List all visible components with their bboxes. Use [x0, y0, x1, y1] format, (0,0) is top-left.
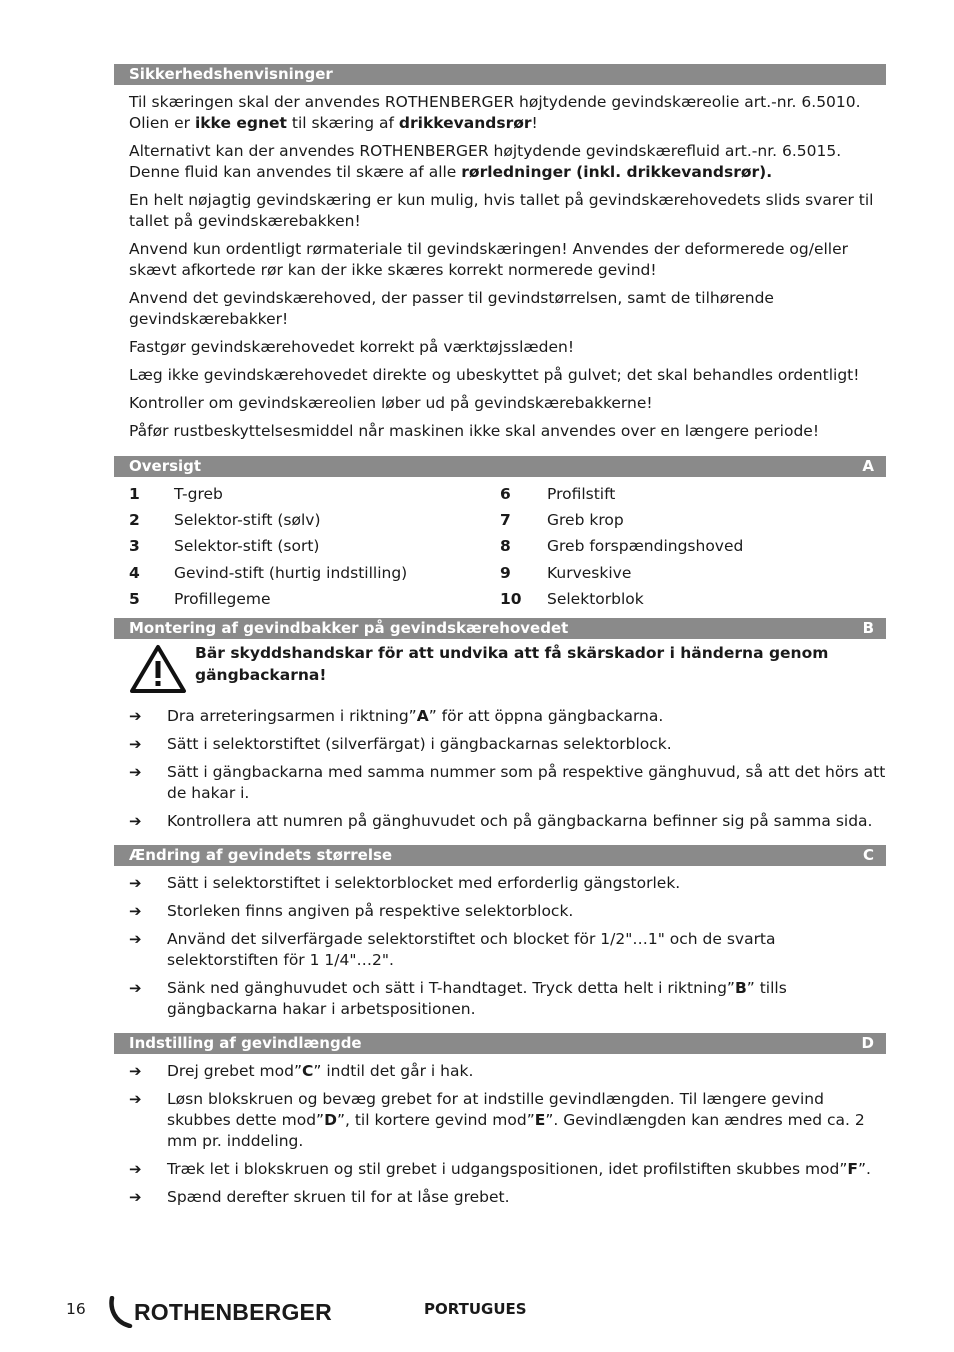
section-letter: D	[861, 1034, 874, 1053]
section-title: Montering af gevindbakker på gevindskærehovedet	[129, 619, 569, 638]
section-header-size	[114, 845, 886, 866]
brand-wordmark: ROTHENBERGER	[134, 1298, 332, 1325]
arrow-right-icon: ➔	[129, 1188, 142, 1207]
arrow-right-icon: ➔	[129, 979, 142, 998]
arrow-right-icon: ➔	[129, 930, 142, 949]
paragraph: Fastgør gevindskærehovedet korrekt på værktøjsslæden!	[129, 338, 575, 356]
section-title: Oversigt	[129, 457, 202, 475]
list-item: ➔ Drej grebet mod”C” indtil det går i hak.	[129, 1062, 474, 1081]
part-label: Selektorblok	[547, 589, 644, 608]
part-label: Selektor-stift (sort)	[174, 537, 320, 556]
part-label: T-greb	[174, 485, 223, 503]
section-letter: B	[862, 619, 874, 638]
section-letter: C	[862, 846, 874, 865]
part-label: Profillegeme	[174, 589, 271, 608]
part-label: Kurveskive	[547, 563, 632, 582]
part-label: Greb forspændingshoved	[547, 537, 744, 556]
arrow-right-icon: ➔	[129, 763, 142, 782]
arrow-right-icon: ➔	[129, 1062, 142, 1081]
section-letter: A	[862, 457, 874, 475]
list-item: ➔ Kontrollera att numren på gänghuvudet och på gängbackarna befinner sig på samma sida.	[129, 812, 873, 831]
section-header-mounting	[114, 618, 886, 639]
warning-triangle-icon	[129, 644, 187, 694]
part-number: 10	[500, 589, 522, 608]
part-label: Greb krop	[547, 511, 624, 530]
page-content	[114, 64, 886, 1208]
part-number: 8	[500, 537, 511, 556]
section-header-length	[114, 1033, 886, 1054]
list-item: ➔ Sätt i gängbackarna med samma nummer som på respektive gänghuvud, så att det hörs att de hakar i.	[129, 763, 886, 803]
section-header-safety	[114, 64, 886, 85]
paragraph: Læg ikke gevindskærehovedet direkte og ubeskyttet på gulvet; det skal behandles ordentligt!	[129, 366, 860, 384]
section-header-overview	[114, 456, 886, 477]
parts-list	[129, 481, 886, 612]
arrow-right-icon: ➔	[129, 812, 142, 831]
section-title: Sikkerhedshenvisninger	[129, 65, 333, 83]
list-item: ➔ Spænd derefter skruen til for at låse grebet.	[129, 1188, 510, 1207]
list-item: ➔ Dra arreteringsarmen i riktning”A” för att öppna gängbackarna.	[129, 707, 664, 726]
part-label: Gevind-stift (hurtig indstilling)	[174, 563, 408, 582]
list-item: ➔ Sätt i selektorstiftet i selektorblocket med erforderlig gängstorlek.	[129, 874, 681, 893]
arrow-right-icon: ➔	[129, 874, 142, 893]
paragraph: Alternativt kan der anvendes ROTHENBERGER højtydende gevindskærefluid art.-nr. 6.5015. Denne fluid kan anvendes til skære af alle rørledninger (inkl. drikkevandsrør).	[129, 142, 842, 181]
arrow-right-icon: ➔	[129, 1160, 142, 1179]
part-label: Profilstift	[547, 485, 616, 503]
brand-logo	[108, 1296, 332, 1328]
part-number: 4	[129, 563, 140, 582]
part-number: 9	[500, 563, 511, 582]
arrow-right-icon: ➔	[129, 1090, 142, 1109]
list-item: ➔ Løsn blokskruen og bevæg grebet for at indstille gevindlængden. Til længere gevind skubbes dette mod”D”, til kortere gevind mod”E”. Gevindlængden kan ændres med ca. 2 mm pr. inddeling.	[129, 1090, 865, 1151]
section-title: Indstilling af gevindlængde	[129, 1034, 362, 1053]
section-title: Ændring af gevindets størrelse	[129, 846, 393, 865]
part-number: 7	[500, 511, 511, 530]
part-number: 3	[129, 537, 140, 556]
list-item: ➔ Storleken finns angiven på respektive selektorblock.	[129, 902, 574, 921]
footer	[0, 1296, 954, 1336]
part-number: 6	[500, 485, 511, 503]
logo-hook-icon	[108, 1296, 134, 1328]
paragraph: Anvend det gevindskærehoved, der passer til gevindstørrelsen, samt de tilhørende gevindskærebakker!	[129, 289, 774, 328]
paragraph: En helt nøjagtig gevindskæring er kun mulig, hvis tallet på gevindskærehovedets slids svarer til tallet på gevindskærebakken!	[129, 191, 874, 230]
paragraph: Kontroller om gevindskæreolien løber ud på gevindskærebakkerne!	[129, 394, 653, 412]
part-label: Selektor-stift (sølv)	[174, 511, 321, 530]
part-number: 1	[129, 485, 140, 503]
list-item: ➔ Sätt i selektorstiftet (silverfärgat) i gängbackarnas selektorblock.	[129, 735, 672, 754]
part-number: 2	[129, 511, 140, 530]
paragraph: Påfør rustbeskyttelsesmiddel når maskinen ikke skal anvendes over en længere periode!	[129, 422, 820, 440]
language-label: PORTUGUES	[424, 1300, 527, 1318]
warning-text: Bär skyddshandskar för att undvika att få skärskador i händerna genom gängbackarna!	[195, 644, 829, 685]
list-item: ➔ Træk let i blokskruen og stil grebet i udgangspositionen, idet profilstiften skubbes mod”F”.	[129, 1160, 871, 1179]
list-item: ➔ Använd det silverfärgade selektorstiftet och blocket för 1/2"…1" och de svarta selektorstiften för 1 1/4"…2".	[129, 930, 776, 970]
arrow-right-icon: ➔	[129, 902, 142, 921]
warning-box	[129, 642, 886, 694]
list-item: ➔ Sänk ned gänghuvudet och sätt i T-handtaget. Tryck detta helt i riktning”B” tills gängbackarna hakar i arbetspositionen.	[129, 979, 787, 1019]
arrow-right-icon: ➔	[129, 735, 142, 754]
paragraph: Anvend kun ordentligt rørmateriale til gevindskæringen! Anvendes der deformerede og/eller skævt afkortede rør kan der ikke skæres korrekt normerede gevind!	[129, 240, 849, 279]
arrow-right-icon: ➔	[129, 707, 142, 726]
part-number: 5	[129, 589, 140, 608]
paragraph: Til skæringen skal der anvendes ROTHENBERGER højtydende gevindskæreolie art.-nr. 6.5010. Olien er ikke egnet til skæring af drikkevandsrør!	[129, 93, 861, 132]
page-number: 16	[66, 1300, 86, 1318]
